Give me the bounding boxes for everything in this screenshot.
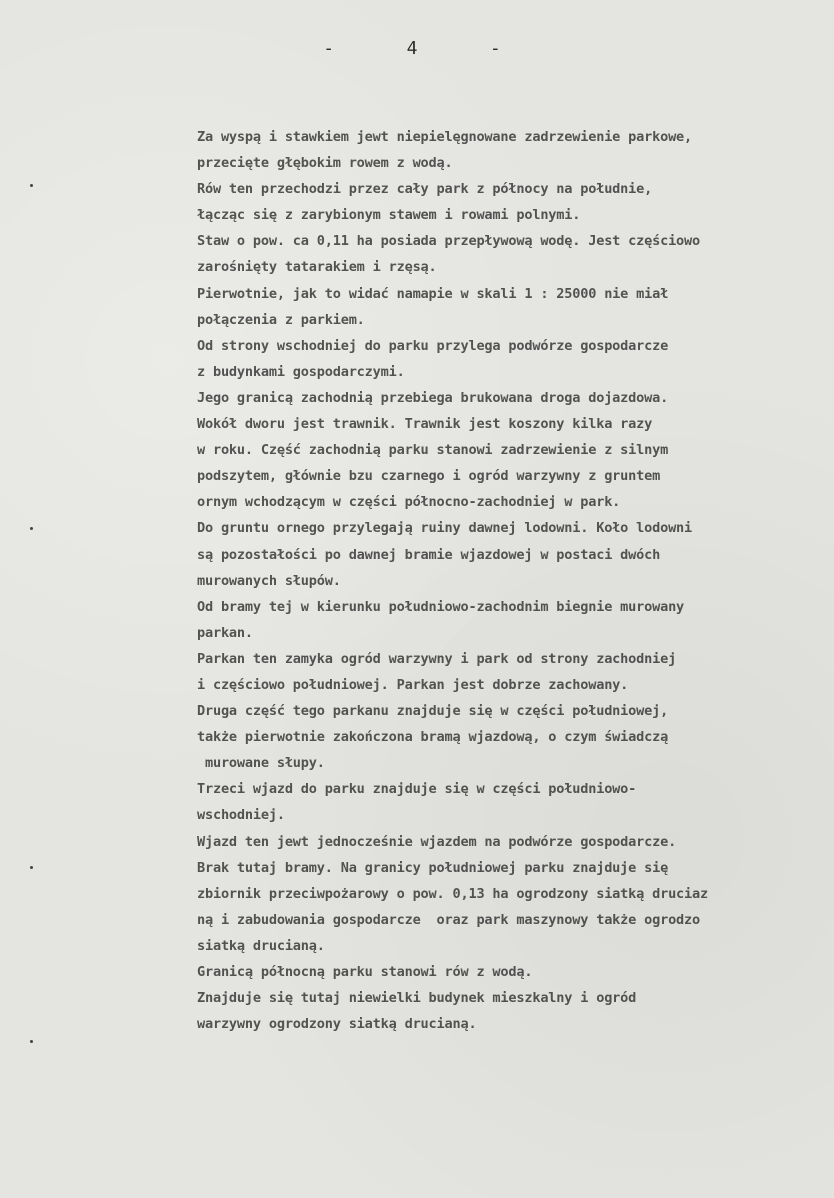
text-line: ną i zabudowania gospodarcze oraz park maszynowy także ogrodzo (197, 911, 701, 928)
text-line: Znajduje się tutaj niewielki budynek mieszkalny i ogród (197, 990, 637, 1007)
text-line: Jego granicą zachodnią przebiega brukowana droga dojazdowa. (197, 389, 669, 406)
text-line: Druga część tego parkanu znajduje się w części południowej, (197, 703, 669, 720)
text-line: z budynkami gospodarczymi. (197, 363, 405, 380)
text-line: zarośnięty tatarakiem i rzęsą. (197, 259, 437, 276)
text-line: wschodniej. (197, 807, 285, 824)
page-number: - 4 - (323, 38, 511, 59)
text-line: także pierwotnie zakończona bramą wjazdową, o czym świadczą (197, 729, 669, 746)
text-line: Staw o pow. ca 0,11 ha posiada przepływową wodę. Jest częściowo (197, 233, 701, 250)
margin-dot (30, 527, 33, 530)
text-line: łącząc się z zarybionym stawem i rowami polnymi. (197, 207, 581, 224)
text-line: Za wyspą i stawkiem jewt niepielęgnowane zadrzewienie parkowe, (197, 129, 693, 145)
text-line: Do gruntu ornego przylegają ruiny dawnej lodowni. Koło lodowni (197, 520, 693, 537)
text-line: murowanych słupów. (197, 572, 341, 589)
text-line: w roku. Część zachodnią parku stanowi zadrzewienie z silnym (197, 442, 669, 459)
text-line: Parkan ten zamyka ogród warzywny i park od strony zachodniej (197, 650, 677, 667)
text-line: warzywny ogrodzony siatką drucianą. (197, 1016, 477, 1033)
text-line: podszytem, głównie bzu czarnego i ogród warzywny z gruntem (197, 468, 661, 485)
text-line: i częściowo południowej. Parkan jest dobrze zachowany. (197, 676, 629, 693)
text-line: zbiornik przeciwpożarowy o pow. 0,13 ha ogrodzony siatką druciaz (197, 885, 708, 902)
text-line: przecięte głębokim rowem z wodą. (197, 155, 453, 172)
typed-body-text (197, 124, 827, 1037)
text-line: są pozostałości po dawnej bramie wjazdowej w postaci dwóch (197, 546, 661, 563)
text-line: parkan. (197, 624, 253, 641)
margin-dot (30, 1040, 33, 1043)
text-line: Wjazd ten jewt jednocześnie wjazdem na podwórze gospodarcze. (197, 833, 677, 850)
text-line: Brak tutaj bramy. Na granicy południowej parku znajduje się (197, 859, 669, 876)
text-line: Od strony wschodniej do parku przylega podwórze gospodarcze (197, 337, 669, 354)
text-line: murowane słupy. (197, 755, 325, 772)
text-line: Rów ten przechodzi przez cały park z północy na południe, (197, 181, 653, 198)
text-line: siatką drucianą. (197, 937, 325, 954)
text-line: Granicą północną parku stanowi rów z wodą. (197, 964, 533, 980)
text-line: Wokół dworu jest trawnik. Trawnik jest koszony kilka razy (197, 416, 653, 433)
margin-dot (30, 184, 33, 187)
margin-dot (30, 866, 33, 869)
text-line: ornym wchodzącym w części północno-zachodniej w park. (197, 494, 621, 511)
text-line: Od bramy tej w kierunku południowo-zachodnim biegnie murowany (197, 598, 685, 615)
text-line: Trzeci wjazd do parku znajduje się w części południowo- (197, 781, 637, 798)
text-line: połączenia z parkiem. (197, 311, 365, 328)
text-line: Pierwotnie, jak to widać namapie w skali 1 : 25000 nie miał (197, 285, 669, 302)
